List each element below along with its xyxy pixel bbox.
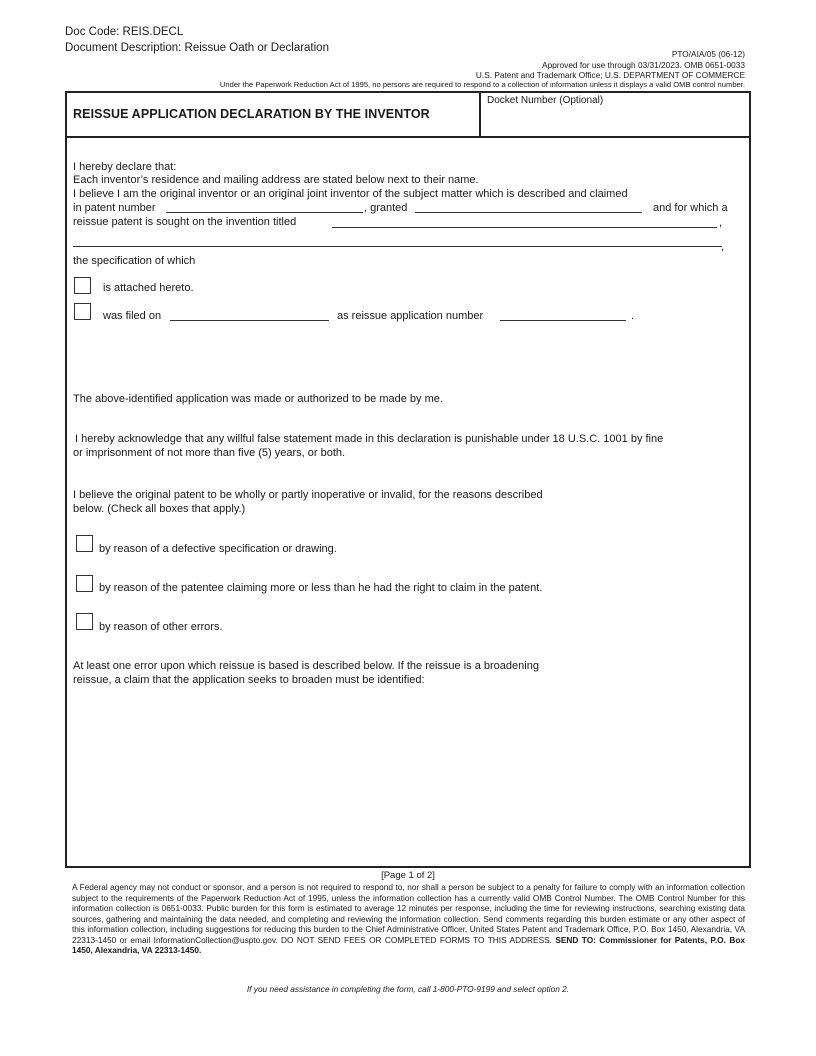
- form-title: REISSUE APPLICATION DECLARATION BY THE INVENTOR: [73, 107, 430, 121]
- agency-name: U.S. Patent and Trademark Office; U.S. DEPARTMENT OF COMMERCE: [475, 70, 745, 80]
- doc-description: Document Description: Reissue Oath or Declaration: [65, 42, 329, 54]
- title-row: [67, 93, 749, 138]
- granted-date-field[interactable]: [415, 212, 642, 213]
- patent-number-field[interactable]: [166, 212, 363, 213]
- in-patent-number-label: in patent number: [73, 202, 156, 214]
- title-comma-2: ,: [721, 241, 725, 253]
- burden-statement: [72, 882, 745, 956]
- claiming-more-or-less-checkbox[interactable]: [76, 575, 93, 592]
- title-comma-1: ,: [719, 217, 723, 229]
- docket-number-field[interactable]: [483, 107, 749, 134]
- title-cell: [67, 93, 481, 136]
- reissue-number-label: as reissue application number: [337, 310, 484, 322]
- reissue-number-period: .: [631, 310, 635, 322]
- believe-line-2: below. (Check all boxes that apply.): [73, 503, 246, 515]
- error-description-field[interactable]: [70, 692, 745, 862]
- filed-on-label: was filed on: [103, 310, 162, 322]
- error-description-line-1: At least one error upon which reissue is based is described below. If the reissue is a broadening: [73, 660, 539, 672]
- and-for-which-label: and for which a: [653, 202, 728, 214]
- defective-spec-checkbox[interactable]: [76, 535, 93, 552]
- approval-notice: Approved for use through 03/31/2023. OMB 0651-0033: [542, 59, 745, 70]
- acknowledge-line-2: or imprisonment of not more than five (5) years, or both.: [73, 447, 346, 459]
- burden-text: A Federal agency may not conduct or sponsor, and a person is not required to respond to, nor shall a person be subject to a penalty for failure to comply with an information collection subject to the requirements of the Paperwork Reduction Act of 1995, unless the information collection has a currently valid OMB Control Number. The OMB Control Number for this information collection is 0651-0033. Public burden for this form is estimated to average 12 minutes per response, including the time for reviewing instructions, searching existing data sources, gathering and maintaining the data needed, and completing and reviewing the information collection. Send comments regarding this burden estimate or any other aspect of this information collection, including suggestions for reducing this burden to the Chief Administrative Officer, United States Patent and Trademark Office, P.O. Box 1450, Alexandria, VA 22313-1450 or email InformationCollection@uspto.gov. DO NOT SEND FEES OR COMPLETED FORMS TO THIS ADDRESS.: [72, 882, 745, 945]
- attached-label: is attached hereto.: [103, 282, 194, 294]
- reissue-application-number-field[interactable]: [500, 320, 626, 321]
- declare-inventor: I believe I am the original inventor or an original joint inventor of the subject matter which is described and claimed: [73, 188, 628, 200]
- acknowledge-line-1: I hereby acknowledge that any willful false statement made in this declaration is punishable under 18 U.S.C. 1001 by fine: [75, 433, 664, 445]
- error-description-line-2: reissue, a claim that the application seeks to broaden must be identified:: [73, 674, 425, 686]
- invention-title-field[interactable]: [332, 227, 717, 228]
- declare-intro: I hereby declare that:: [73, 161, 177, 173]
- doc-code: Doc Code: REIS.DECL: [65, 26, 184, 38]
- docket-number-label: Docket Number (Optional): [487, 95, 604, 106]
- reason-other-errors: by reason of other errors.: [99, 621, 223, 633]
- page-number: [Page 1 of 2]: [381, 870, 435, 881]
- reason-claiming-more-or-less: by reason of the patentee claiming more or less than he had the right to claim in the patent.: [99, 582, 543, 594]
- reissue-sought-label: reissue patent is sought on the invention titled: [73, 216, 297, 228]
- invention-title-field-line2[interactable]: [73, 246, 722, 247]
- assistance-note: If you need assistance in completing the form, call 1-800-PTO-9199 and select option 2.: [246, 984, 570, 994]
- paperwork-notice: Under the Paperwork Reduction Act of 1995, no persons are required to respond to a collection of information unless it displays a valid OMB control number.: [219, 80, 745, 89]
- other-errors-checkbox[interactable]: [76, 613, 93, 630]
- specification-of-which: the specification of which: [73, 255, 196, 267]
- granted-label: , granted: [364, 202, 408, 214]
- filed-on-date-field[interactable]: [170, 320, 329, 321]
- declare-residence: Each inventor’s residence and mailing address are stated below next to their name.: [73, 174, 479, 186]
- attached-checkbox[interactable]: [74, 277, 91, 294]
- send-to-address: SEND TO: Commissioner for Patents, P.O. Box 1450, Alexandria, VA 22313-1450.: [72, 934, 745, 955]
- filed-on-checkbox[interactable]: [74, 303, 91, 320]
- authorized-statement: The above-identified application was made or authorized to be made by me.: [73, 393, 443, 405]
- form-number: PTO/AIA/05 (06-12): [671, 49, 745, 59]
- form-header-info: [476, 49, 745, 81]
- reason-defective-spec: by reason of a defective specification or drawing.: [99, 543, 337, 555]
- believe-line-1: I believe the original patent to be wholly or partly inoperative or invalid, for the reasons described: [73, 489, 543, 501]
